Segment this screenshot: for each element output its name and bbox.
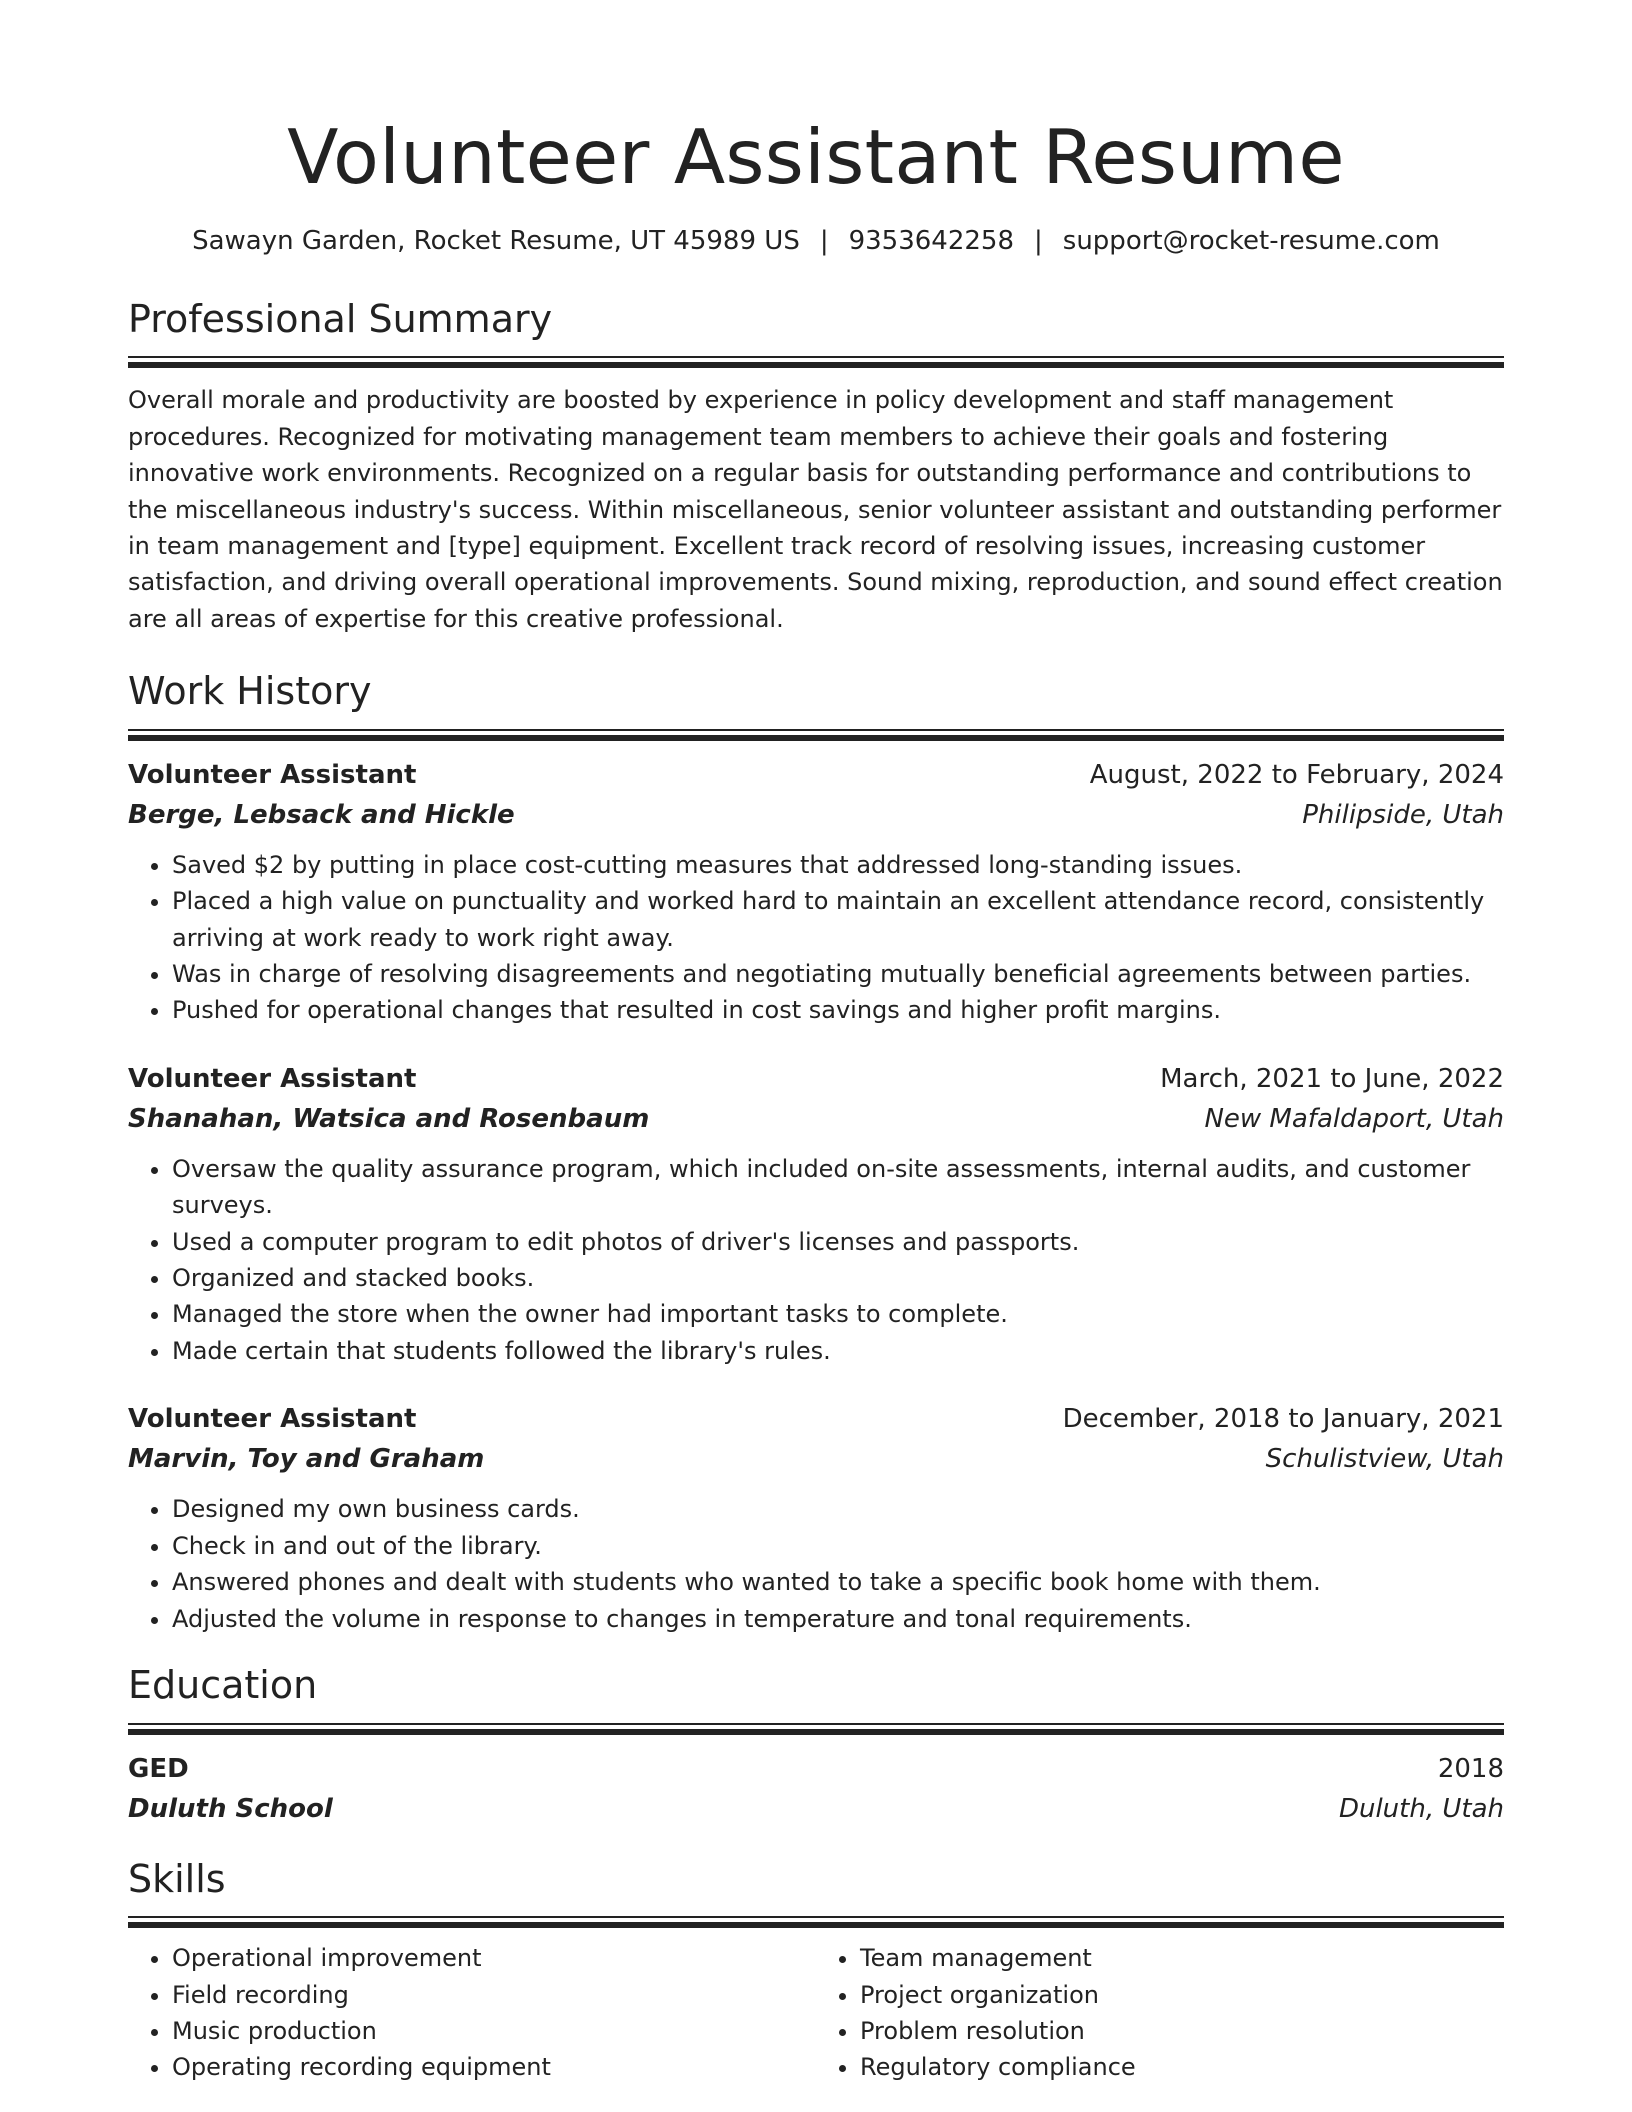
job-company: Berge, Lebsack and Hickle	[128, 799, 515, 830]
job-entry	[128, 755, 1504, 1029]
list-item: • Pushed for operational changes that resulted in cost savings and higher profit margins.	[172, 992, 1504, 1028]
list-item: • Answered phones and dealt with students who wanted to take a specific book home with them.	[172, 1564, 1504, 1600]
list-item: • Field recording	[172, 1977, 816, 2013]
job-dates: August, 2022 to February, 2024	[1089, 759, 1504, 790]
contact-email: support@rocket-resume.com	[1062, 226, 1440, 256]
job-company-row	[128, 1439, 1504, 1479]
professional-summary-section	[128, 297, 1504, 637]
job-title: Volunteer Assistant	[128, 759, 417, 790]
contact-line	[128, 225, 1504, 259]
job-company: Shanahan, Watsica and Rosenbaum	[128, 1103, 650, 1134]
job-location: New Mafaldaport, Utah	[1204, 1103, 1504, 1134]
list-item: • Regulatory compliance	[860, 2049, 1504, 2085]
section-heading-summary: Professional Summary	[128, 296, 553, 341]
skills-section	[128, 1857, 1504, 2086]
job-dates: March, 2021 to June, 2022	[1160, 1063, 1504, 1094]
list-item: • Used a computer program to edit photos of driver's licenses and passports.	[172, 1224, 1504, 1260]
list-item: • Adjusted the volume in response to changes in temperature and tonal requirements.	[172, 1601, 1504, 1637]
education-degree: GED	[128, 1753, 189, 1784]
section-divider	[128, 1723, 1504, 1735]
list-item: • Project organization	[860, 1977, 1504, 2013]
job-company-row	[128, 795, 1504, 835]
job-dates: December, 2018 to January, 2021	[1062, 1404, 1504, 1435]
list-item: • Made certain that students followed the library's rules.	[172, 1333, 1504, 1369]
list-item: • Placed a high value on punctuality and worked hard to maintain an excellent attendance record, consistently arriving at work ready to work right away.	[172, 883, 1504, 956]
job-company: Marvin, Toy and Graham	[128, 1444, 485, 1475]
skills-list-left	[128, 1940, 816, 2086]
summary-text: Overall morale and productivity are boosted by experience in policy development and staff management procedures. Recognized for motivating management team members to achieve their goals and fostering innovative work environments. Recognized on a regular basis for outstanding performance and contributions to the miscellaneous industry's success. Within miscellaneous, senior volunteer assistant and outstanding performer in team management and [type] equipment. Excellent track record of resolving issues, increasing customer satisfaction, and driving overall operational improvements. Sound mixing, reproduction, and sound effect creation are all areas of expertise for this creative professional.	[128, 386, 1503, 633]
job-title-row	[128, 755, 1504, 795]
list-item: • Organized and stacked books.	[172, 1260, 1504, 1296]
education-school-row	[128, 1789, 1504, 1829]
education-location: Duluth, Utah	[1338, 1793, 1504, 1824]
section-heading-education: Education	[128, 1662, 318, 1707]
list-item: • Operating recording equipment	[172, 2049, 816, 2085]
list-item: • Problem resolution	[860, 2013, 1504, 2049]
list-item: • Oversaw the quality assurance program, which included on-site assessments, internal audits, and customer surveys.	[172, 1151, 1504, 1224]
list-item: • Designed my own business cards.	[172, 1491, 1504, 1527]
skills-grid	[128, 1940, 1504, 2086]
job-bullets	[128, 1491, 1504, 1637]
education-year: 2018	[1437, 1753, 1504, 1784]
contact-phone: 9353642258	[848, 226, 1015, 256]
list-item: • Was in charge of resolving disagreements and negotiating mutually beneficial agreements between parties.	[172, 956, 1504, 992]
job-entry	[128, 1399, 1504, 1637]
education-school: Duluth School	[128, 1793, 333, 1824]
list-item: • Team management	[860, 1940, 1504, 1976]
job-company-row	[128, 1099, 1504, 1139]
education-degree-row	[128, 1749, 1504, 1789]
job-bullets	[128, 847, 1504, 1029]
list-item: • Operational improvement	[172, 1940, 816, 1976]
resume-title: Volunteer Assistant Resume	[287, 113, 1345, 201]
contact-address: Sawayn Garden, Rocket Resume, UT 45989 US	[192, 226, 800, 256]
list-item: • Managed the store when the owner had important tasks to complete.	[172, 1296, 1504, 1332]
job-location: Philipside, Utah	[1302, 799, 1504, 830]
job-location: Schulistview, Utah	[1265, 1444, 1504, 1475]
work-history-section	[128, 669, 1504, 1637]
job-title-row	[128, 1059, 1504, 1099]
job-entry	[128, 1059, 1504, 1369]
job-title: Volunteer Assistant	[128, 1063, 417, 1094]
list-item: • Music production	[172, 2013, 816, 2049]
list-item: • Check in and out of the library.	[172, 1528, 1504, 1564]
section-heading-work: Work History	[128, 669, 372, 714]
job-title-row	[128, 1399, 1504, 1439]
job-title: Volunteer Assistant	[128, 1404, 417, 1435]
job-bullets	[128, 1151, 1504, 1369]
section-divider	[128, 356, 1504, 368]
contact-separator: |	[1034, 226, 1043, 256]
section-divider	[128, 1916, 1504, 1928]
contact-separator: |	[819, 226, 829, 256]
list-item: • Saved $2 by putting in place cost-cutting measures that addressed long-standing issues.	[172, 847, 1504, 883]
education-entry	[128, 1749, 1504, 1829]
section-divider	[128, 729, 1504, 741]
section-heading-skills: Skills	[128, 1856, 226, 1901]
skills-list-right	[816, 1940, 1504, 2086]
education-section	[128, 1663, 1504, 1829]
